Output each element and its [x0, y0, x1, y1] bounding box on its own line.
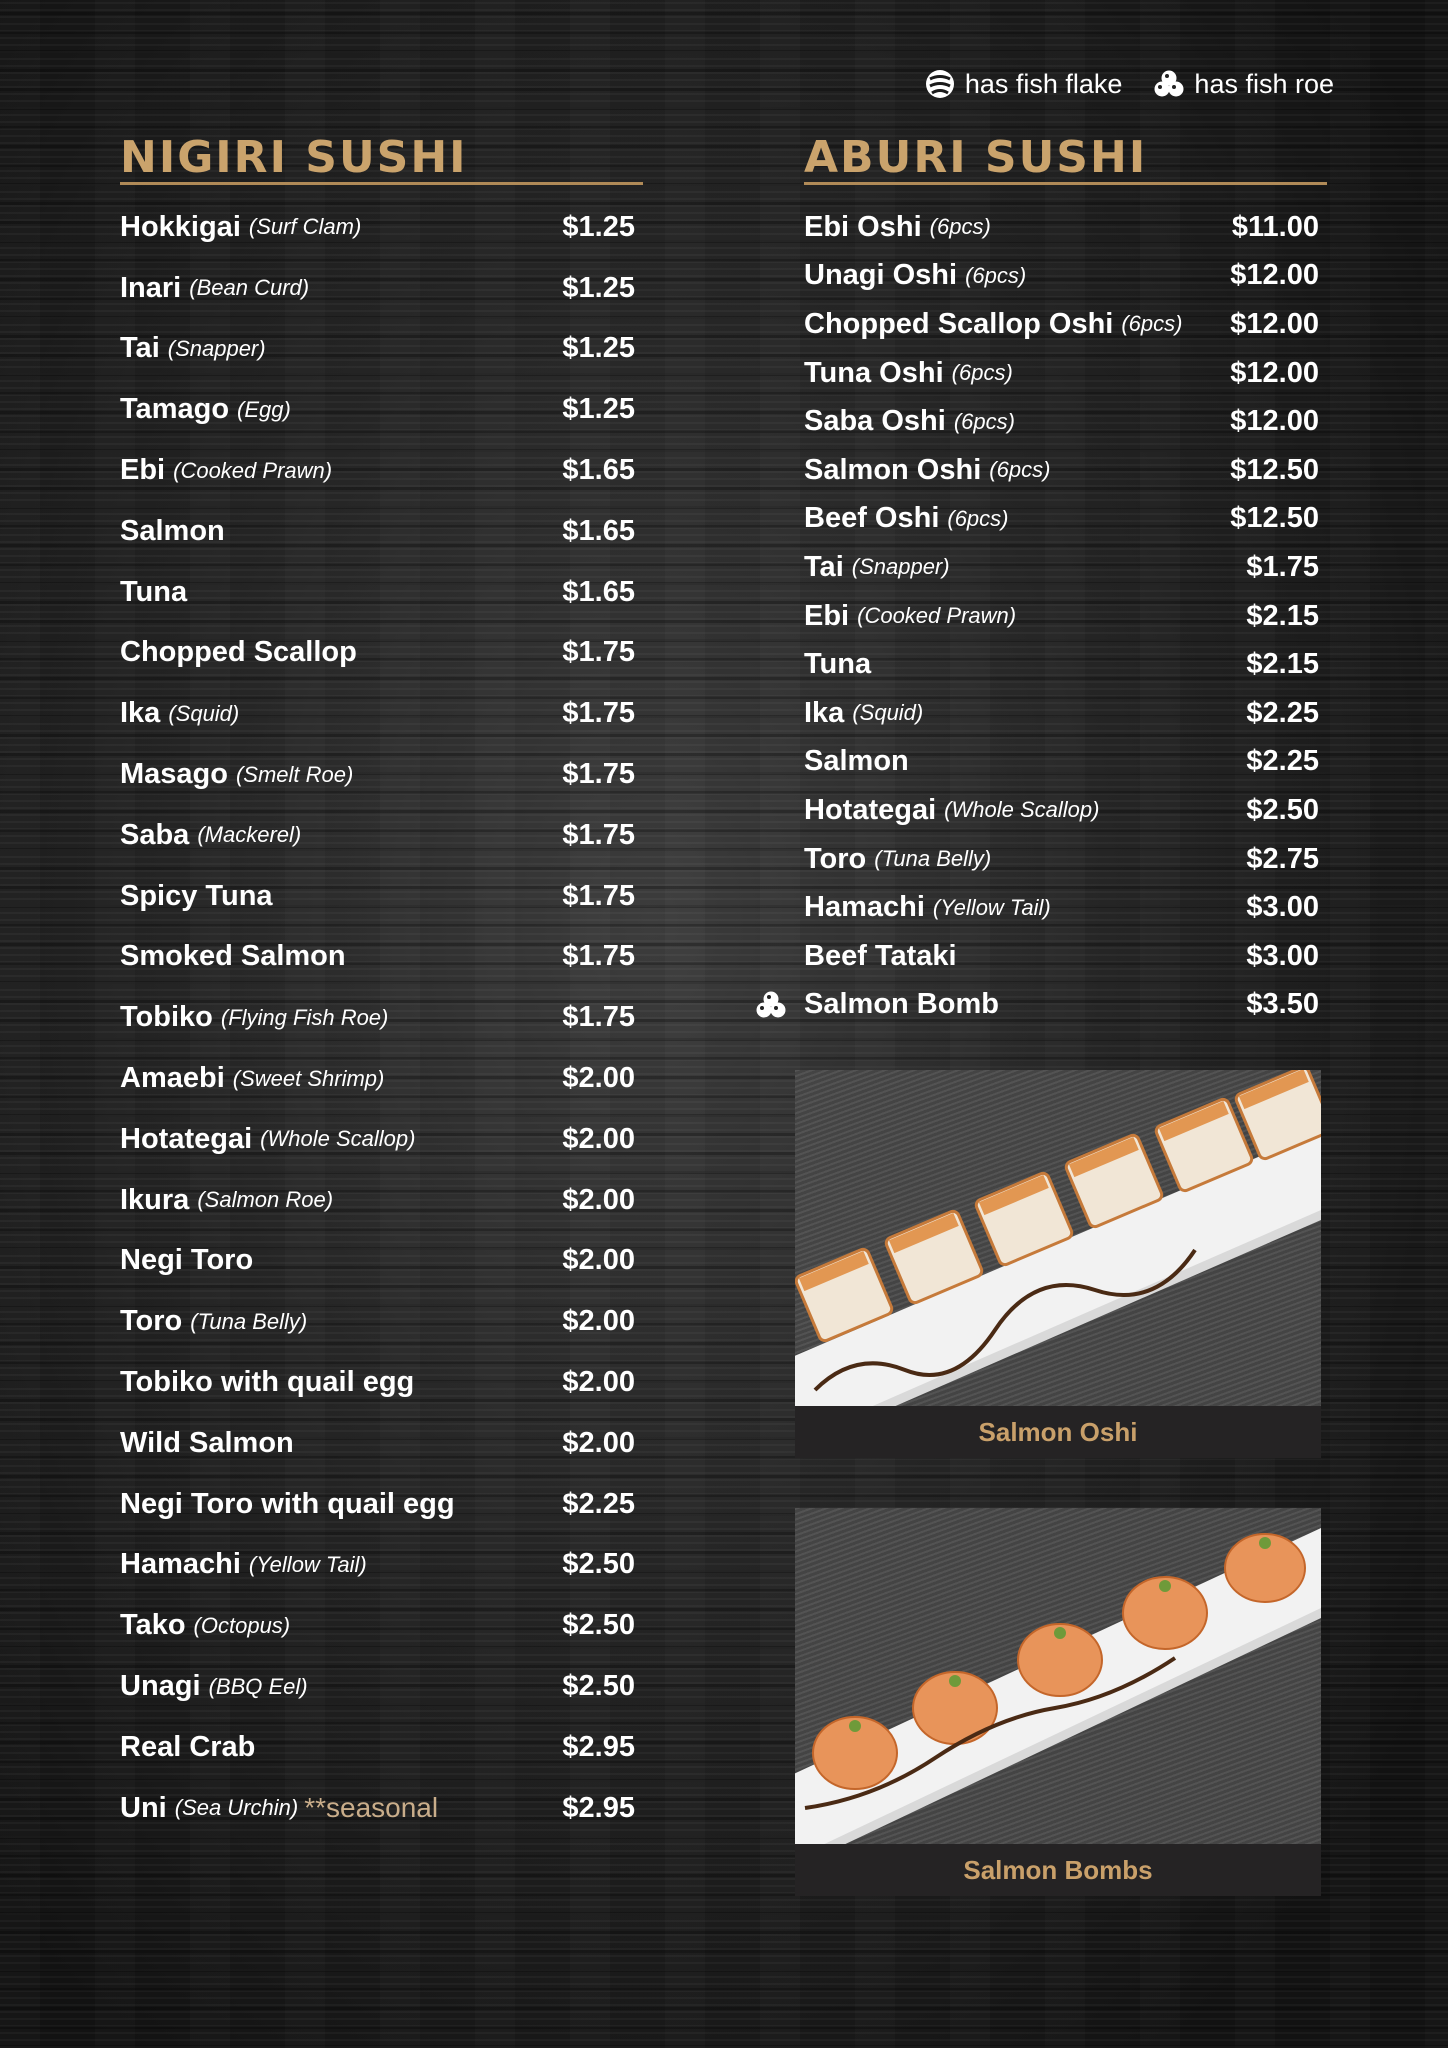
aburi-section	[804, 132, 1327, 1029]
item-price: $3.00	[1246, 891, 1319, 924]
item-price: $2.50	[562, 1670, 635, 1703]
item-description: (Bean Curd)	[189, 275, 310, 301]
item-price: $1.75	[562, 879, 635, 912]
menu-item	[120, 623, 643, 684]
item-price: $2.00	[562, 1426, 635, 1459]
item-price: $12.50	[1230, 502, 1319, 535]
salmon-oshi-photo	[795, 1070, 1321, 1406]
menu-item	[804, 252, 1327, 301]
menu-item	[120, 1352, 643, 1413]
menu-item	[804, 640, 1327, 689]
item-description: (Salmon Roe)	[197, 1187, 334, 1213]
menu-item	[804, 738, 1327, 787]
menu-item	[804, 932, 1327, 981]
item-name: Negi Toro with quail egg	[120, 1487, 455, 1520]
menu-item	[804, 592, 1327, 641]
item-price: $1.75	[562, 818, 635, 851]
menu-item	[120, 1231, 643, 1292]
item-price: $2.00	[562, 1062, 635, 1095]
item-name: Toro	[120, 1305, 183, 1338]
item-name: Tako	[120, 1609, 186, 1642]
item-price: $3.50	[1246, 988, 1319, 1021]
menu-item	[804, 883, 1327, 932]
item-price: $2.00	[562, 1244, 635, 1277]
item-description: (Tuna Belly)	[874, 846, 992, 872]
menu-item	[120, 258, 643, 319]
item-description: (Squid)	[852, 700, 924, 726]
item-name: Salmon	[120, 514, 225, 547]
item-name: Tai	[804, 550, 844, 583]
item-name: Ebi	[804, 599, 850, 632]
item-price: $2.95	[562, 1730, 635, 1763]
item-name: Masago	[120, 758, 228, 791]
item-name: Spicy Tuna	[120, 879, 273, 912]
photo-caption: Salmon Bombs	[795, 1844, 1321, 1896]
item-price: $2.95	[562, 1791, 635, 1824]
menu-item	[804, 786, 1327, 835]
item-note: **seasonal	[304, 1792, 439, 1824]
item-name: Unagi Oshi	[804, 259, 958, 292]
item-name: Uni	[120, 1791, 167, 1824]
item-name: Tamago	[120, 393, 230, 426]
item-description: (Yellow Tail)	[248, 1551, 367, 1577]
item-name: Tuna	[120, 575, 188, 608]
item-price: $12.00	[1230, 356, 1319, 389]
menu-item	[120, 1170, 643, 1231]
item-price: $1.75	[562, 1001, 635, 1034]
item-name: Wild Salmon	[120, 1426, 294, 1459]
item-name: Hotategai	[120, 1122, 253, 1155]
item-description: (Cooked Prawn)	[173, 457, 333, 483]
menu-item	[120, 1048, 643, 1109]
fish-flake-icon	[923, 67, 957, 101]
item-price: $1.75	[562, 697, 635, 730]
item-name: Ikura	[120, 1183, 190, 1216]
fish-roe-icon	[754, 988, 788, 1022]
item-name: Salmon	[804, 745, 909, 778]
item-description: (Mackerel)	[197, 822, 302, 848]
item-description: (Egg)	[237, 396, 291, 422]
section-title-aburi: ABURI SUSHI	[804, 132, 1327, 185]
menu-item	[804, 495, 1327, 544]
nigiri-list	[120, 197, 643, 1839]
photo-caption: Salmon Oshi	[795, 1406, 1321, 1458]
item-name: Hotategai	[804, 793, 937, 826]
item-description: (Surf Clam)	[248, 214, 362, 240]
menu-item	[120, 1413, 643, 1474]
item-name: Real Crab	[120, 1730, 256, 1763]
item-price: $2.00	[562, 1122, 635, 1155]
item-name: Hamachi	[804, 891, 925, 924]
menu-item	[120, 744, 643, 805]
menu-item	[120, 319, 643, 380]
legend-fish-roe-label: has fish roe	[1194, 68, 1334, 99]
menu-item	[120, 987, 643, 1048]
item-name: Negi Toro	[120, 1244, 254, 1277]
item-name: Ebi Oshi	[804, 210, 922, 243]
item-name: Saba Oshi	[804, 405, 946, 438]
item-name: Toro	[804, 842, 867, 875]
item-price: $12.00	[1230, 307, 1319, 340]
item-name: Beef Tataki	[804, 939, 957, 972]
item-price: $12.00	[1230, 259, 1319, 292]
item-description: (6pcs)	[965, 262, 1027, 288]
item-description: (Snapper)	[167, 335, 266, 361]
item-price: $2.50	[562, 1548, 635, 1581]
item-description: (Whole Scallop)	[260, 1126, 416, 1152]
item-name: Inari	[120, 271, 182, 304]
item-price: $2.25	[1246, 696, 1319, 729]
menu-item	[120, 927, 643, 988]
item-description: (BBQ Eel)	[208, 1673, 308, 1699]
menu-item	[804, 397, 1327, 446]
menu-item	[120, 562, 643, 623]
item-name: Chopped Scallop Oshi	[804, 307, 1114, 340]
legend-fish-flake	[923, 67, 1123, 101]
legend-fish-roe	[1152, 67, 1334, 101]
item-price: $2.50	[1246, 793, 1319, 826]
item-description: (6pcs)	[951, 360, 1013, 386]
item-description: (6pcs)	[947, 505, 1009, 531]
menu-item	[120, 1474, 643, 1535]
item-description: (Sea Urchin)	[174, 1795, 299, 1821]
item-description: (Whole Scallop)	[944, 797, 1100, 823]
item-name: Salmon Bomb	[804, 988, 999, 1021]
item-price: $1.65	[562, 514, 635, 547]
menu-item	[120, 379, 643, 440]
item-price: $1.25	[562, 210, 635, 243]
item-description: (6pcs)	[953, 408, 1015, 434]
item-price: $12.50	[1230, 453, 1319, 486]
item-name: Beef Oshi	[804, 502, 940, 535]
menu-item	[804, 349, 1327, 398]
menu-item	[120, 683, 643, 744]
item-description: (Smelt Roe)	[235, 761, 354, 787]
item-price: $2.25	[562, 1487, 635, 1520]
fish-roe-icon	[1152, 67, 1186, 101]
legend-fish-flake-label: has fish flake	[964, 68, 1123, 99]
menu-item	[804, 689, 1327, 738]
item-price: $2.00	[562, 1305, 635, 1338]
item-name: Chopped Scallop	[120, 636, 357, 669]
item-description: (Tuna Belly)	[190, 1308, 308, 1334]
item-price: $1.75	[562, 940, 635, 973]
item-price: $2.15	[1246, 599, 1319, 632]
menu-item	[804, 446, 1327, 495]
item-price: $2.50	[562, 1609, 635, 1642]
item-price: $2.00	[562, 1366, 635, 1399]
item-description: (6pcs)	[929, 214, 991, 240]
item-description: (Squid)	[168, 700, 240, 726]
item-price: $1.25	[562, 271, 635, 304]
item-name: Saba	[120, 818, 190, 851]
menu-item	[120, 1717, 643, 1778]
section-title-nigiri: NIGIRI SUSHI	[120, 132, 643, 185]
item-price: $1.65	[562, 575, 635, 608]
item-price: $2.15	[1246, 648, 1319, 681]
item-price: $3.00	[1246, 939, 1319, 972]
item-description: (Snapper)	[851, 554, 950, 580]
menu-item	[804, 203, 1327, 252]
item-description: (6pcs)	[989, 457, 1051, 483]
menu-item	[120, 1778, 643, 1839]
salmon-bombs-photo	[795, 1508, 1321, 1844]
item-price: $1.75	[1246, 550, 1319, 583]
item-price: $1.25	[562, 393, 635, 426]
item-name: Ika	[804, 696, 845, 729]
menu-item	[804, 835, 1327, 884]
menu-item	[120, 1291, 643, 1352]
item-price: $2.25	[1246, 745, 1319, 778]
item-name: Tuna Oshi	[804, 356, 944, 389]
nigiri-section	[120, 132, 643, 1839]
photo-card-salmon-bombs	[795, 1508, 1321, 1896]
icon-legend	[923, 64, 1334, 104]
item-name: Salmon Oshi	[804, 453, 982, 486]
menu-item	[804, 981, 1327, 1030]
menu-item	[120, 805, 643, 866]
item-description: (Flying Fish Roe)	[220, 1004, 389, 1030]
item-name: Amaebi	[120, 1062, 225, 1095]
item-description: (Yellow Tail)	[932, 894, 1051, 920]
menu-item	[804, 300, 1327, 349]
item-price: $2.75	[1246, 842, 1319, 875]
menu-item	[120, 866, 643, 927]
item-name: Tobiko	[120, 1001, 213, 1034]
menu-item	[120, 1535, 643, 1596]
item-description: (6pcs)	[1121, 311, 1183, 337]
item-price: $11.00	[1231, 210, 1319, 243]
item-name: Tuna	[804, 648, 872, 681]
item-price: $12.00	[1230, 405, 1319, 438]
item-name: Unagi	[120, 1670, 201, 1703]
item-name: Tai	[120, 332, 160, 365]
item-description: (Octopus)	[193, 1612, 291, 1638]
item-price: $1.65	[562, 454, 635, 487]
item-price: $1.25	[562, 332, 635, 365]
photo-card-salmon-oshi	[795, 1070, 1321, 1458]
menu-item	[120, 501, 643, 562]
menu-item	[120, 1595, 643, 1656]
menu-item	[120, 1109, 643, 1170]
item-price: $1.75	[562, 636, 635, 669]
item-name: Ebi	[120, 454, 166, 487]
menu-item	[804, 543, 1327, 592]
item-description: (Sweet Shrimp)	[232, 1065, 385, 1091]
menu-item	[120, 1656, 643, 1717]
item-name: Ika	[120, 697, 161, 730]
menu-item	[120, 197, 643, 258]
item-description: (Cooked Prawn)	[857, 603, 1017, 629]
aburi-list	[804, 203, 1327, 1029]
item-name: Hamachi	[120, 1548, 241, 1581]
item-name: Hokkigai	[120, 210, 241, 243]
item-name: Smoked Salmon	[120, 940, 346, 973]
item-name: Tobiko with quail egg	[120, 1366, 415, 1399]
menu-item	[120, 440, 643, 501]
item-price: $2.00	[562, 1183, 635, 1216]
item-price: $1.75	[562, 758, 635, 791]
